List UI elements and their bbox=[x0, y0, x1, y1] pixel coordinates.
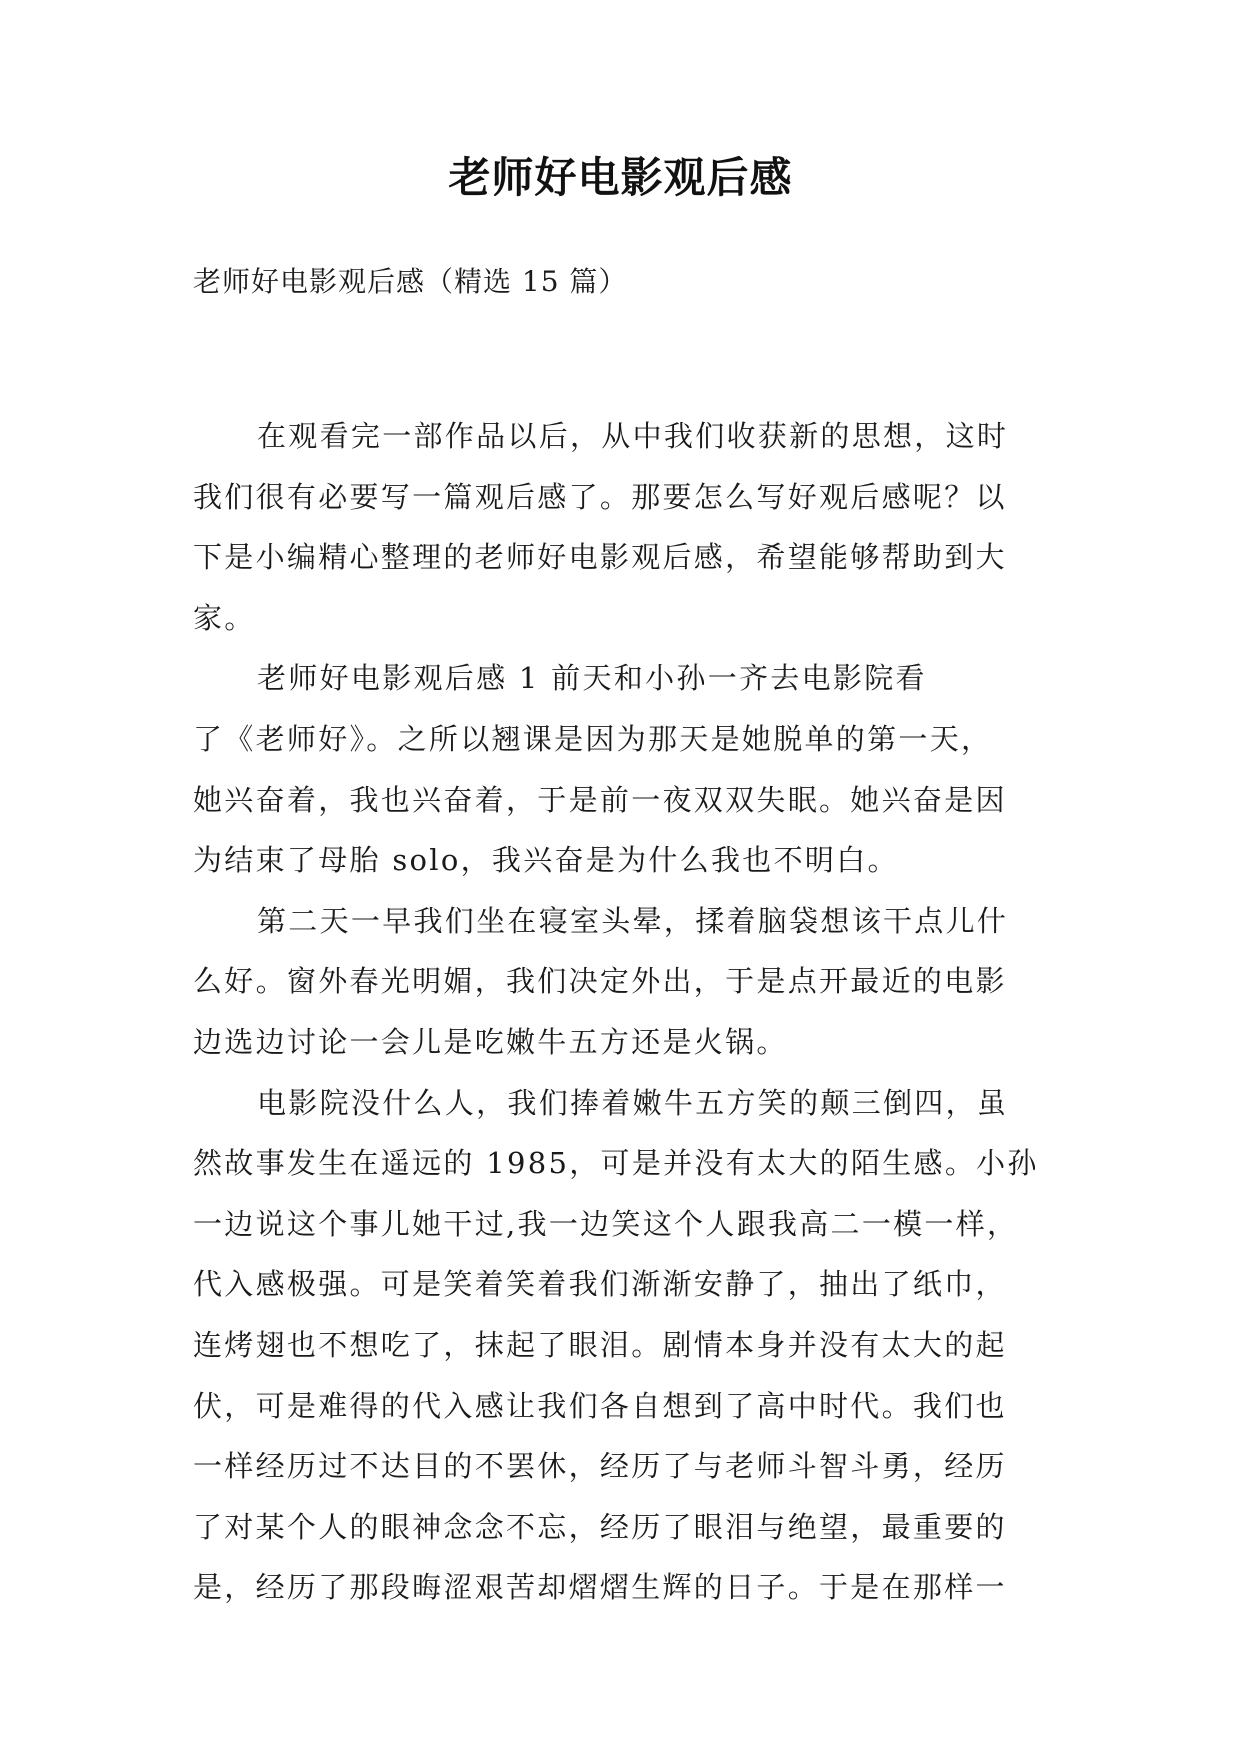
body-text-line: 我们很有必要写一篇观后感了。那要怎么写好观后感呢？以 bbox=[193, 479, 1007, 514]
body-text-line: 是，经历了那段晦涩艰苦却熠熠生辉的日子。于是在那样一 bbox=[193, 1570, 1007, 1605]
body-text-line: 电影院没什么人，我们捧着嫩牛五方笑的颠三倒四，虽 bbox=[257, 1085, 1009, 1120]
body-text-line: 然故事发生在遥远的 1985，可是并没有太大的陌生感。小孙 bbox=[193, 1146, 1039, 1181]
body-text-line: 她兴奋着，我也兴奋着，于是前一夜双双失眠。她兴奋是因 bbox=[193, 782, 1007, 817]
body-text-line: 第二天一早我们坐在寝室头晕，揉着脑袋想该干点儿什 bbox=[257, 903, 1009, 938]
body-text-line: 老师好电影观后感 1 前天和小孙一齐去电影院看 bbox=[257, 661, 927, 696]
document-subtitle: 老师好电影观后感（精选 15 篇） bbox=[193, 265, 628, 298]
body-text-line: 伏，可是难得的代入感让我们各自想到了高中时代。我们也 bbox=[193, 1388, 1007, 1423]
body-text-line: 为结束了母胎 solo，我兴奋是为什么我也不明白。 bbox=[193, 843, 899, 878]
body-text-line: 边选边讨论一会儿是吃嫩牛五方还是火锅。 bbox=[193, 1024, 788, 1059]
body-text-line: 连烤翅也不想吃了，抹起了眼泪。剧情本身并没有太大的起 bbox=[193, 1327, 1007, 1362]
body-text-line: 在观看完一部作品以后，从中我们收获新的思想，这时 bbox=[257, 419, 1009, 453]
body-text-line: 下是小编精心整理的老师好电影观后感，希望能够帮助到大 bbox=[193, 540, 1007, 575]
body-text-line: 一边说这个事儿她干过,我一边笑这个人跟我高二一模一样， bbox=[193, 1206, 1019, 1241]
body-text-line: 家。 bbox=[193, 600, 256, 635]
document-title: 老师好电影观后感 bbox=[448, 153, 793, 202]
body-text-line: 代入感极强。可是笑着笑着我们渐渐安静了，抽出了纸巾， bbox=[193, 1267, 1007, 1302]
body-text-line: 么好。窗外春光明媚，我们决定外出，于是点开最近的电影 bbox=[193, 964, 1007, 999]
body-text-line: 了对某个人的眼神念念不忘，经历了眼泪与绝望，最重要的 bbox=[193, 1509, 1007, 1544]
body-text-line: 了《老师好》。之所以翘课是因为那天是她脱单的第一天， bbox=[193, 721, 993, 756]
body-text-line: 一样经历过不达目的不罢休，经历了与老师斗智斗勇，经历 bbox=[193, 1449, 1007, 1484]
document-body bbox=[193, 406, 1073, 1618]
